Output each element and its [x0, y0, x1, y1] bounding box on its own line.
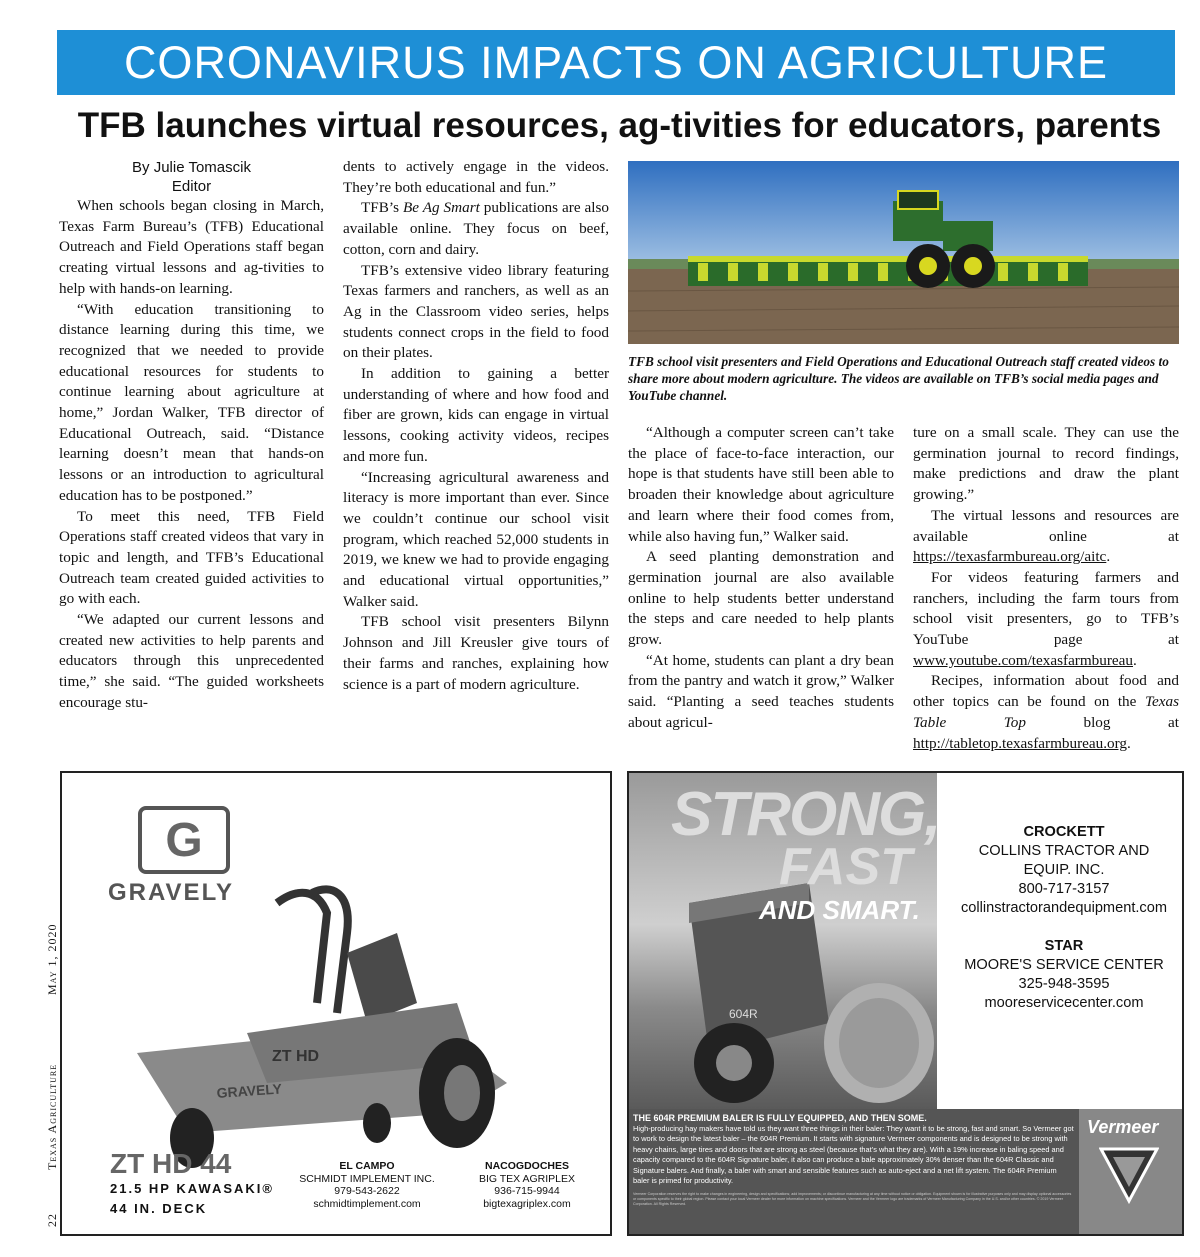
dealer-website[interactable]: mooreservicecenter.com — [984, 995, 1144, 1011]
aitc-link[interactable]: https://texasfarmbureau.org/aitc — [913, 548, 1107, 566]
blog-title: Texas Table Top — [913, 693, 1179, 731]
fine-print: Vermeer Corporation reserves the right to make changes in engineering, design and specifications; add improvements; or discontinue manufacturing at any time without notice or obligation. Equipment shown is for illustrative purposes only and may display optional accessories or components specific to their global region. Please contact your local Vermeer dealer for more information on machine specifications. Vermeer and the Vermeer logo are trademarks of Vermeer Manufacturing Company in the U.S. and/or other countries. © 2019 Vermeer Corporation. All Rights Reserved. — [633, 1192, 1072, 1206]
vermeer-logo-panel — [1079, 1109, 1182, 1234]
vermeer-headline-2: FAST — [779, 838, 912, 896]
dealer-name: BIG TEX AGRIPLEX — [478, 1172, 576, 1185]
dealer-website[interactable]: bigtexagriplex.com — [483, 1197, 571, 1210]
mower-deck: 44 IN. DECK — [110, 1201, 208, 1216]
gravely-logo-badge — [138, 806, 230, 874]
dealer-city: NACOGDOCHES — [484, 1160, 569, 1172]
vermeer-info-panel — [629, 1109, 1079, 1234]
article-headline: TFB launches virtual resources, ag-tivities for educators, parents — [77, 106, 1162, 145]
dealer-website[interactable]: collinstractorandequipment.com — [960, 900, 1168, 916]
paragraph: In addition to gaining a better understanding of where and how food and fiber are grown, kids can engage in virtual lessons, cooking activity videos, recipes and more fun. — [343, 365, 609, 465]
gravely-brand: GRAVELY — [108, 879, 235, 906]
baler-model-label: 604R — [729, 1007, 758, 1021]
publication-name: Texas Agriculture — [45, 1063, 59, 1170]
paragraph: The virtual lessons and resources are available online at https://texasfarmbureau.org/aitc. — [913, 506, 1179, 566]
baler-description: High-producing hay makers have told us they want three things in their baler: They want it to be strong, fast and smart. So Vermeer got to work to design the latest baler – the 604R Premium. It starts with signature Vermeer components and is designed to be strong with heavy chains, large tires and doors that are strong as steel (because that’s what they are). With a 19% increase in baling speed and capacity compared to the 604R Signature baler, it also can produce a bale approximately 30% denser than the 604R Classic and Signature balers. And finally, a baler with smart and sensible features such as auto-eject and a net lift system. The 604R Premium baler is primed for productivity. — [633, 1124, 1074, 1186]
paragraph: “At home, students can plant a dry bean from the pantry and watch it grow,” Walker said. “Planting a seed teaches students about agricul- — [628, 651, 894, 731]
youtube-link[interactable]: www.youtube.com/texasfarmbureau — [913, 651, 1134, 669]
dealer-website[interactable]: schmidtimplement.com — [313, 1197, 421, 1210]
dealer-el-campo — [287, 1160, 447, 1210]
paragraph: A seed planting demonstration and germination journal are also available online to help students better understand the steps and care needed to help plants grow. — [628, 548, 894, 649]
byline-author: By Julie Tomascik — [132, 159, 251, 176]
paragraph: TFB’s Be Ag Smart publications are also available online. They focus on beef, cotton, corn and dairy. — [343, 199, 610, 258]
mower-brand-label: GRAVELY — [216, 1080, 283, 1101]
article-column-2 — [343, 157, 609, 695]
dealer-crockett — [949, 823, 1179, 918]
mower-illustration — [97, 883, 517, 1183]
dealer-city: EL CAMPO — [339, 1160, 395, 1172]
tractor-photo — [628, 161, 1179, 344]
paragraph: “With education transitioning to distance learning during this time, we recognized that we needed to provide educational resources for students to continue learning about agriculture at home,” Jordan Walker, TFB director of Educational Outreach, said. “Distance learning doesn’t mean that hands-on lessons or an introduction to agricultural education has to be postponed.” — [59, 300, 324, 504]
article-column-3 — [628, 423, 894, 734]
paragraph: When schools began closing in March, Texas Farm Bureau’s (TFB) Educational Outreach and Field Operations staff began creating virtual lessons and ag-tivities to help with hands-on learning. — [59, 197, 324, 297]
paragraph: “Although a computer screen can’t take the place of face-to-face interaction, our hope is that students have still been able to broaden their knowledge about agriculture and learn where their food comes from, while also having fun,” Walker said. — [628, 424, 894, 545]
banner-title: CORONAVIRUS IMPACTS ON AGRICULTURE — [123, 36, 1109, 88]
dealer-name-line-2: EQUIP. INC. — [1023, 862, 1105, 878]
byline-title: Editor — [171, 178, 212, 195]
dealer-name: MOORE'S SERVICE CENTER — [964, 957, 1164, 973]
baler-title: THE 604R PREMIUM BALER IS FULLY EQUIPPED, AND THEN SOME. — [633, 1113, 927, 1123]
paragraph: dents to actively engage in the videos. They’re both educational and fun.” — [343, 158, 609, 196]
paragraph: Recipes, information about food and other topics can be found on the Texas Table Top blog at http://tabletop.texasfarmbureau.org. — [913, 672, 1179, 752]
mower-model-label: ZT HD — [272, 1048, 320, 1065]
dealer-phone: 979-543-2622 — [334, 1185, 400, 1197]
dealer-phone: 936-715-9944 — [494, 1185, 560, 1197]
paragraph: To meet this need, TFB Field Operations staff created videos that vary in topic and length, and TFB’s Educational Outreach team created guided activities to go with each. — [59, 507, 324, 608]
photo-caption: TFB school visit presenters and Field Operations and Educational Outreach staff created videos to share more about modern agriculture. The videos are available on TFB’s social media pages and YouTube channel. — [628, 354, 1169, 403]
byline — [59, 158, 324, 196]
publication-title: Be Ag Smart — [402, 199, 480, 217]
dealer-name: COLLINS TRACTOR AND — [978, 843, 1150, 859]
dealer-name: SCHMIDT IMPLEMENT INC. — [299, 1172, 435, 1185]
gravely-logo-letter: G — [165, 813, 203, 867]
paragraph: For videos featuring farmers and ranchers, including the farm tours from school visit presenters, go to TFB’s YouTube page at www.youtube.com/texasfarmbureau. — [913, 568, 1179, 669]
paragraph: “Increasing agricultural awareness and literacy is more important than ever. Since we couldn’t continue our school visit program, which reached 52,000 students in 2019, we knew we had to provide engaging and educational virtual opportunities,” Walker said. — [343, 468, 609, 610]
paragraph: TFB’s extensive video library featuring Texas farmers and ranchers, as well as an Ag in the Classroom video series, helps students connect crops in the field to food on their plates. — [343, 261, 609, 362]
vermeer-headline-1: STRONG, — [671, 780, 940, 849]
dealer-nacogdoches — [452, 1160, 602, 1210]
paragraph: “We adapted our current lessons and created new activities to help parents and educators through this unprecedented time,” she said. “The guided worksheets encourage stu- — [59, 611, 324, 711]
mower-engine: 21.5 HP KAWASAKI® — [110, 1181, 274, 1196]
section-banner — [57, 30, 1175, 95]
dealer-phone: 325-948-3595 — [1018, 976, 1110, 992]
vermeer-v-icon — [1099, 1145, 1159, 1205]
article-column-4 — [913, 423, 1179, 754]
dealer-city: CROCKETT — [1023, 824, 1105, 840]
tractor-planter-image — [628, 161, 1179, 344]
vermeer-headline-3: AND SMART. — [759, 895, 920, 925]
vermeer-logo: Vermeer — [1087, 1117, 1159, 1137]
paragraph: ture on a small scale. They can use the germination journal to record findings, make predictions and draw the plant growing.” — [913, 424, 1179, 504]
dealer-phone: 800-717-3157 — [1018, 881, 1110, 897]
tabletop-link[interactable]: http://tabletop.texasfarmbureau.org — [913, 734, 1127, 752]
gravely-advertisement — [60, 771, 612, 1236]
vermeer-advertisement — [627, 771, 1184, 1236]
dealer-city: STAR — [1044, 938, 1084, 954]
issue-date: May 1, 2020 — [45, 923, 59, 995]
article-column-1 — [59, 158, 324, 714]
dealer-star — [949, 937, 1179, 1013]
mower-model: ZT HD 44 — [110, 1148, 232, 1179]
paragraph: TFB school visit presenters Bilynn Johnson and Jill Kreusler give tours of their farms and ranches, explaining how science is a part of modern agriculture. — [343, 613, 609, 693]
page-number: 22 — [45, 1213, 59, 1227]
